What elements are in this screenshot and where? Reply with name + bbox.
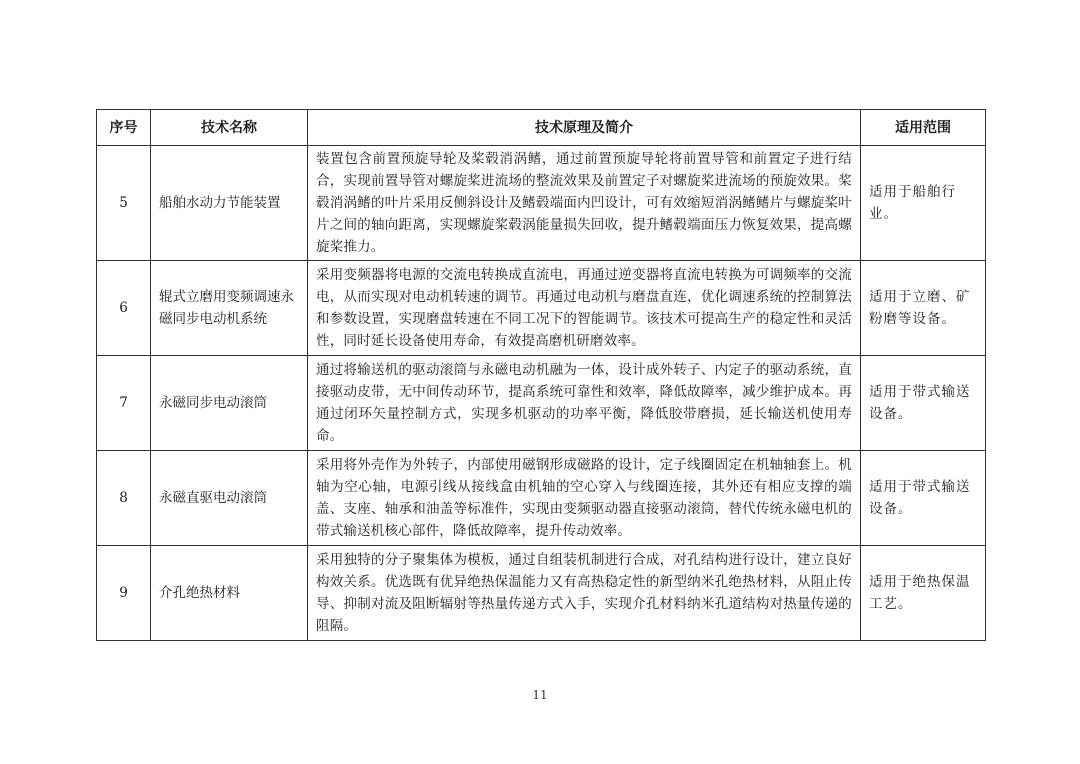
row-name: 介孔绝热材料 [151, 546, 308, 641]
row-no: 6 [97, 261, 151, 356]
table-row [97, 261, 986, 356]
table-row [97, 546, 986, 641]
table-header-row [97, 110, 986, 146]
row-scope: 适用于带式输送设备。 [861, 451, 986, 546]
row-name: 船舶水动力节能装置 [151, 146, 308, 261]
row-name: 永磁直驱电动滚筒 [151, 451, 308, 546]
row-name: 辊式立磨用变频调速永磁同步电动机系统 [151, 261, 308, 356]
table-row [97, 356, 986, 451]
row-no: 9 [97, 546, 151, 641]
row-description: 通过将输送机的驱动滚筒与永磁电动机融为一体，设计成外转子、内定子的驱动系统，直接驱动皮带，无中间传动环节，提高系统可靠性和效率，降低故障率，减少维护成本。再通过闭环矢量控制方式，实现多机驱动的功率平衡，降低胶带磨损，延长输送机使用寿命。 [308, 356, 861, 451]
row-no: 7 [97, 356, 151, 451]
row-name: 永磁同步电动滚筒 [151, 356, 308, 451]
table-row [97, 146, 986, 261]
row-scope: 适用于船舶行业。 [861, 146, 986, 261]
table-row [97, 451, 986, 546]
row-description: 采用将外壳作为外转子，内部使用磁钢形成磁路的设计，定子线圈固定在机轴轴套上。机轴为空心轴，电源引线从接线盒由机轴的空心穿入与线圈连接，其外还有相应支撑的端盖、支座、轴承和油盖等标准件，实现由变频驱动器直接驱动滚筒，替代传统永磁电机的带式输送机核心部件，降低故障率，提升传动效率。 [308, 451, 861, 546]
header-description: 技术原理及简介 [308, 110, 861, 146]
header-name: 技术名称 [151, 110, 308, 146]
row-scope: 适用于带式输送设备。 [861, 356, 986, 451]
technology-table [96, 109, 986, 641]
row-scope: 适用于绝热保温工艺。 [861, 546, 986, 641]
row-no: 5 [97, 146, 151, 261]
row-no: 8 [97, 451, 151, 546]
header-no: 序号 [97, 110, 151, 146]
header-scope: 适用范围 [861, 110, 986, 146]
row-description: 采用独特的分子聚集体为模板，通过自组装机制进行合成，对孔结构进行设计，建立良好构效关系。优选既有优异绝热保温能力又有高热稳定性的新型纳米孔绝热材料，从阻止传导、抑制对流及阻断辐射等热量传递方式入手，实现介孔材料纳米孔道结构对热量传递的阻隔。 [308, 546, 861, 641]
page-number: 11 [532, 688, 548, 702]
row-description: 采用变频器将电源的交流电转换成直流电，再通过逆变器将直流电转换为可调频率的交流电，从而实现对电动机转速的调节。再通过电动机与磨盘直连，优化调速系统的控制算法和参数设置，实现磨盘转速在不同工况下的智能调节。该技术可提高生产的稳定性和灵活性，同时延长设备使用寿命，有效提高磨机研磨效率。 [308, 261, 861, 356]
row-scope: 适用于立磨、矿粉磨等设备。 [861, 261, 986, 356]
row-description: 装置包含前置预旋导轮及桨毂消涡鳍，通过前置预旋导轮将前置导管和前置定子进行结合，实现前置导管对螺旋桨进流场的整流效果及前置定子对螺旋桨进流场的预旋效果。桨毂消涡鳍的叶片采用反侧斜设计及鳍毂端面内凹设计，可有效缩短消涡鳍鳍片与螺旋桨叶片之间的轴向距离，实现螺旋桨毂涡能量损失回收，提升鳍毂端面压力恢复效果，提高螺旋桨推力。 [308, 146, 861, 261]
